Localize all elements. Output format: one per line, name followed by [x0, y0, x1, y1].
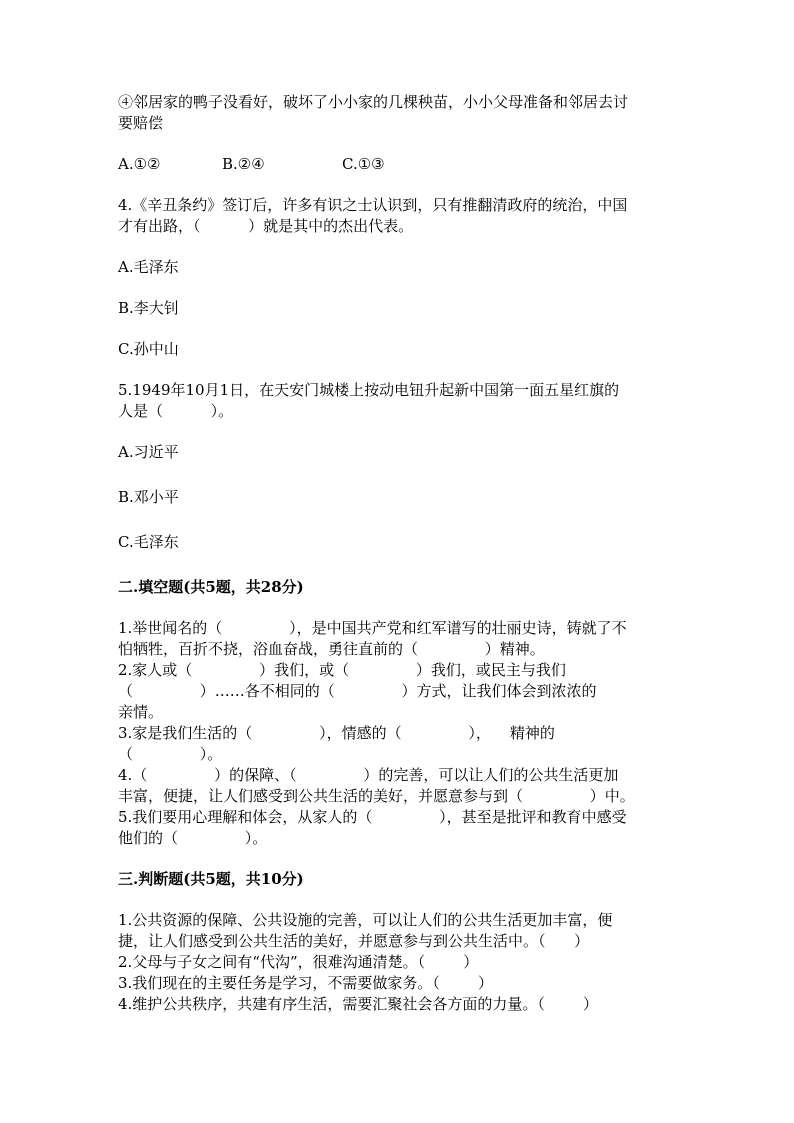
q3-choice-b: B.②④ [222, 155, 265, 173]
judge-line-5: 4.维护公共秩序，共建有序生活，需要汇聚社会各方面的力量。（ ） [118, 995, 598, 1013]
q3-choices [118, 154, 688, 175]
q5-stem-line1: 5.1949年10月1日，在天安门城楼上按动电钮升起新中国第一面五星红旗的 [118, 381, 620, 399]
q3-choice-a: A.①② [118, 155, 161, 173]
fill-line-1: 1.举世闻名的（ ），是中国共产党和红军谱写的壮丽史诗，铸就了不 [118, 619, 627, 637]
q3-choice-c: C.①③ [342, 155, 385, 173]
q3-option-4-line1: ④邻居家的鸭子没看好，破坏了小小家的几棵秧苗，小小父母准备和邻居去讨 [118, 93, 629, 111]
q5-stem-line2: 人是（ ）。 [118, 402, 234, 420]
fill-line-7: （ ）。 [118, 745, 223, 763]
q4-stem-line2: 才有出路，（ ）就是其中的杰出代表。 [118, 217, 414, 235]
q4-option-c: C.孙中山 [118, 340, 179, 358]
fill-line-10: 5.我们要用心理解和体会，从家人的（ ），甚至是批评和教育中感受 [118, 808, 627, 826]
fill-line-3: 2.家人或（ ）我们，或（ ）我们，或民主与我们 [118, 661, 566, 679]
q4-option-b: B.李大钊 [118, 299, 179, 317]
judge-line-1: 1.公共资源的保障、公共设施的完善，可以让人们的公共生活更加丰富，便 [118, 911, 613, 929]
fill-line-8: 4.（ ）的保障、（ ）的完善，可以让人们的公共生活更加 [118, 766, 619, 784]
fill-line-2: 怕牺牲，百折不挠，浴血奋战，勇往直前的（ ）精神。 [118, 640, 545, 658]
fill-line-5: 亲情。 [118, 703, 164, 721]
fill-line-4: （ ）……各不相同的（ ）方式，让我们体会到浓浓的 [118, 682, 597, 700]
q5-option-a: A.习近平 [118, 443, 179, 461]
q4-stem-line1: 4.《辛丑条约》签订后，许多有识之士认识到，只有推翻清政府的统治，中国 [118, 196, 628, 214]
q5-option-c: C.毛泽东 [118, 533, 179, 551]
fill-line-6: 3.家是我们生活的（ ），情感的（ ）， 精神的 [118, 724, 555, 742]
q4-option-a: A.毛泽东 [118, 258, 179, 276]
judge-line-4: 3.我们现在的主要任务是学习，不需要做家务。（ ） [118, 974, 493, 992]
q3-option-4-line2: 要赔偿 [118, 114, 164, 132]
section-3-title: 三.判断题(共5题，共10分) [118, 870, 304, 888]
q5-option-b: B.邓小平 [118, 488, 179, 506]
fill-line-11: 他们的（ ）。 [118, 829, 268, 847]
exam-page [118, 92, 688, 1015]
section-2-title: 二.填空题(共5题，共28分) [118, 578, 304, 596]
fill-line-9: 丰富，便捷，让人们感受到公共生活的美好，并愿意参与到（ ）中。 [118, 787, 635, 805]
judge-line-3: 2.父母与子女之间有“代沟”，很难沟通清楚。（ ） [118, 953, 479, 971]
judge-line-2: 捷，让人们感受到公共生活的美好，并愿意参与到公共生活中。（ ） [118, 932, 590, 950]
